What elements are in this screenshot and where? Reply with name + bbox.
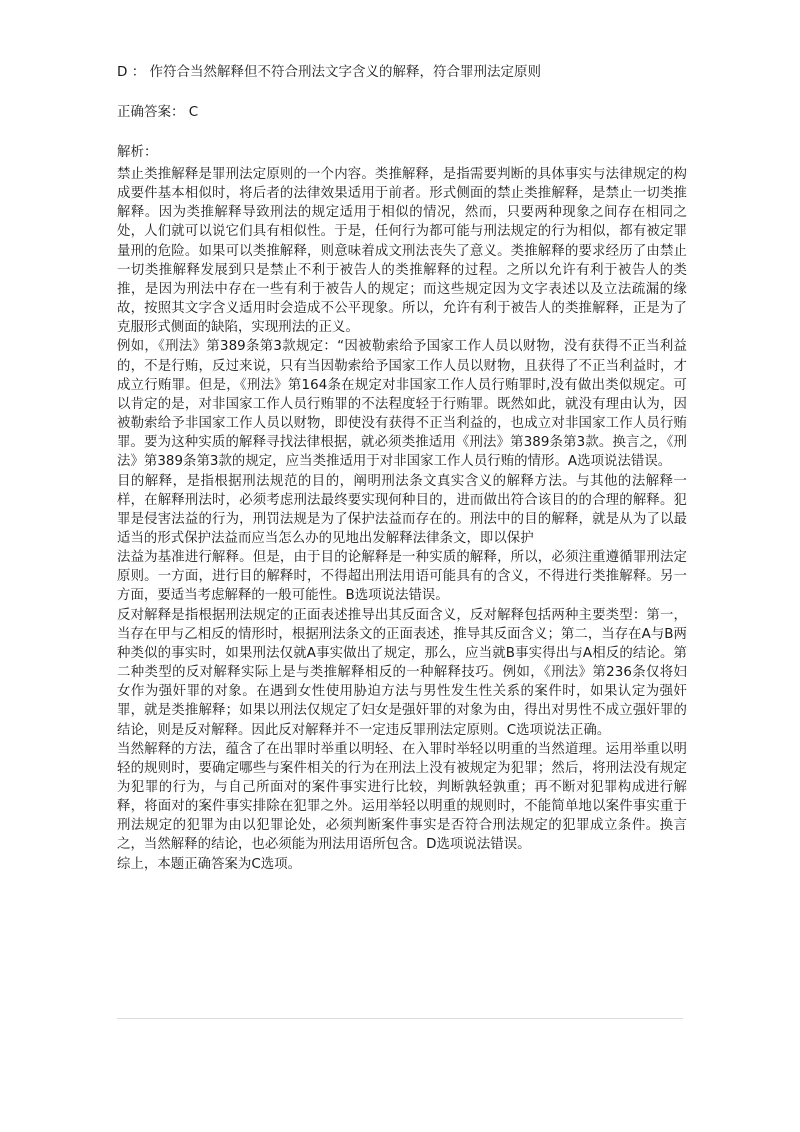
analysis-paragraph: 例如，《刑法》第389条第3款规定：“因被勒索给予国家工作人员以财物，没有获得不正当利益的，不是行贿，反过来说，只有当因勒索给予国家工作人员以财物，且获得了不正当利益时，才成立行贿罪。但是，《刑法》第164条在规定对非国家工作人员行贿罪时,没有做出类似规定。可以肯定的是，对非国家工作人员行贿罪的不法程度轻于行贿罪。既然如此，就没有理由认为，因被勒索给予非国家工作人员以财物，即使没有获得不正当利益的，也成立对非国家工作人员行贿罪。要为这种实质的解释寻找法律根据，就必须类推适用《刑法》第389条第3款。换言之，《刑法》第389条第3款的规定，应当类推适用于对非国家工作人员行贿的情形。A选项说法错误。 <box>117 339 687 470</box>
correct-answer-value: C <box>188 104 199 120</box>
question-content <box>117 62 687 874</box>
analysis-paragraph: 法益为基准进行解释。但是，由于目的论解释是一种实质的解释，所以，必须注重遵循罪刑法定原则。一方面，进行目的解释时，不得超出刑法用语可能具有的含义，不得进行类推解释。另一方面，要适当考虑解释的一般可能性。B选项说法错误。 <box>117 550 687 604</box>
analysis-paragraph: 目的解释，是指根据刑法规范的目的，阐明刑法条文真实含义的解释方法。与其他的法解释一样，在解释刑法时，必须考虑刑法最终要实现何种目的，进而做出符合该目的的合理的解释。犯罪是侵害法益的行为，刑罚法规是为了保护法益而存在的。刑法中的目的解释，就是从为了以最适当的形式保护法益而应当怎么办的见地出发解释法律条文，即以保护 <box>117 473 687 546</box>
analysis-paragraph: 反对解释是指根据刑法规定的正面表述推导出其反面含义，反对解释包括两种主要类型：第一，当存在甲与乙相反的情形时，根据刑法条文的正面表述，推导其反面含义；第二，当存在A与B两种类似的事实时，如果刑法仅就A事实做出了规定，那么，应当就B事实得出与A相反的结论。第二种类型的反对解释实际上是与类推解释相反的一种解释技巧。例如，《刑法》第236条仅将妇女作为强奸罪的对象。在遇到女性使用胁迫方法与男性发生性关系的案件时，如果认定为强奸罪，就是类推解释；如果以刑法仅规定了妇女是强奸罪的对象为由，得出对男性不成立强奸罪的结论，则是反对解释。因此反对解释并不一定违反罪刑法定原则。C选项说法正确。 <box>117 607 687 738</box>
analysis-paragraph: 当然解释的方法，蕴含了在出罪时举重以明轻、在入罪时举轻以明重的当然道理。运用举重以明轻的规则时，要确定哪些与案件相关的行为在刑法上没有被规定为犯罪；然后，将刑法没有规定为犯罪的行为，与自己所面对的案件事实进行比较，判断孰轻孰重；再不断对犯罪构成进行解释，将面对的案件事实排除在犯罪之外。运用举轻以明重的规则时，不能简单地以案件事实重于刑法规定的犯罪为由以犯罪论处，必须判断案件事实是否符合刑法规定的犯罪成立条件。换言之，当然解释的结论，也必须能为刑法用语所包含。D选项说法错误。 <box>117 741 687 853</box>
correct-answer-label: 正确答案： <box>117 104 185 120</box>
analysis-paragraph: 禁止类推解释是罪刑法定原则的一个内容。类推解释，是指需要判断的具体事实与法律规定的构成要件基本相似时，将后者的法律效果适用于前者。形式侧面的禁止类推解释，是禁止一切类推解释。因为类推解释导致刑法的规定适用于相似的情况，然而，只要两种现象之间存在相同之处，人们就可以说它们具有相似性。于是，任何行为都可能与刑法规定的行为相似，都有被定罪量刑的危险。如果可以类推解释，则意味着成文刑法丧失了意义。类推解释的要求经历了由禁止一切类推解释发展到只是禁止不利于被告人的类推解释的过程。之所以允许有利于被告人的类推，是因为刑法中存在一些有利于被告人的规定；而这些规定因为文字表述以及立法疏漏的缘故，按照其文字含义适用时会造成不公平现象。所以，允许有利于被告人的类推解释，正是为了克服形式侧面的缺陷，实现刑法的正义。 <box>117 167 687 336</box>
option-d <box>117 62 687 82</box>
correct-answer <box>117 102 687 122</box>
bottom-divider <box>117 1018 683 1019</box>
analysis-label: 解析： <box>117 144 158 160</box>
option-d-separator: ： <box>131 64 146 80</box>
option-d-text: 作符合当然解释但不符合刑法文字含义的解释，符合罪刑法定原则 <box>149 64 541 80</box>
analysis-body <box>117 165 687 874</box>
option-d-letter: D <box>117 64 128 80</box>
analysis-paragraph: 综上，本题正确答案为C选项。 <box>117 856 302 872</box>
